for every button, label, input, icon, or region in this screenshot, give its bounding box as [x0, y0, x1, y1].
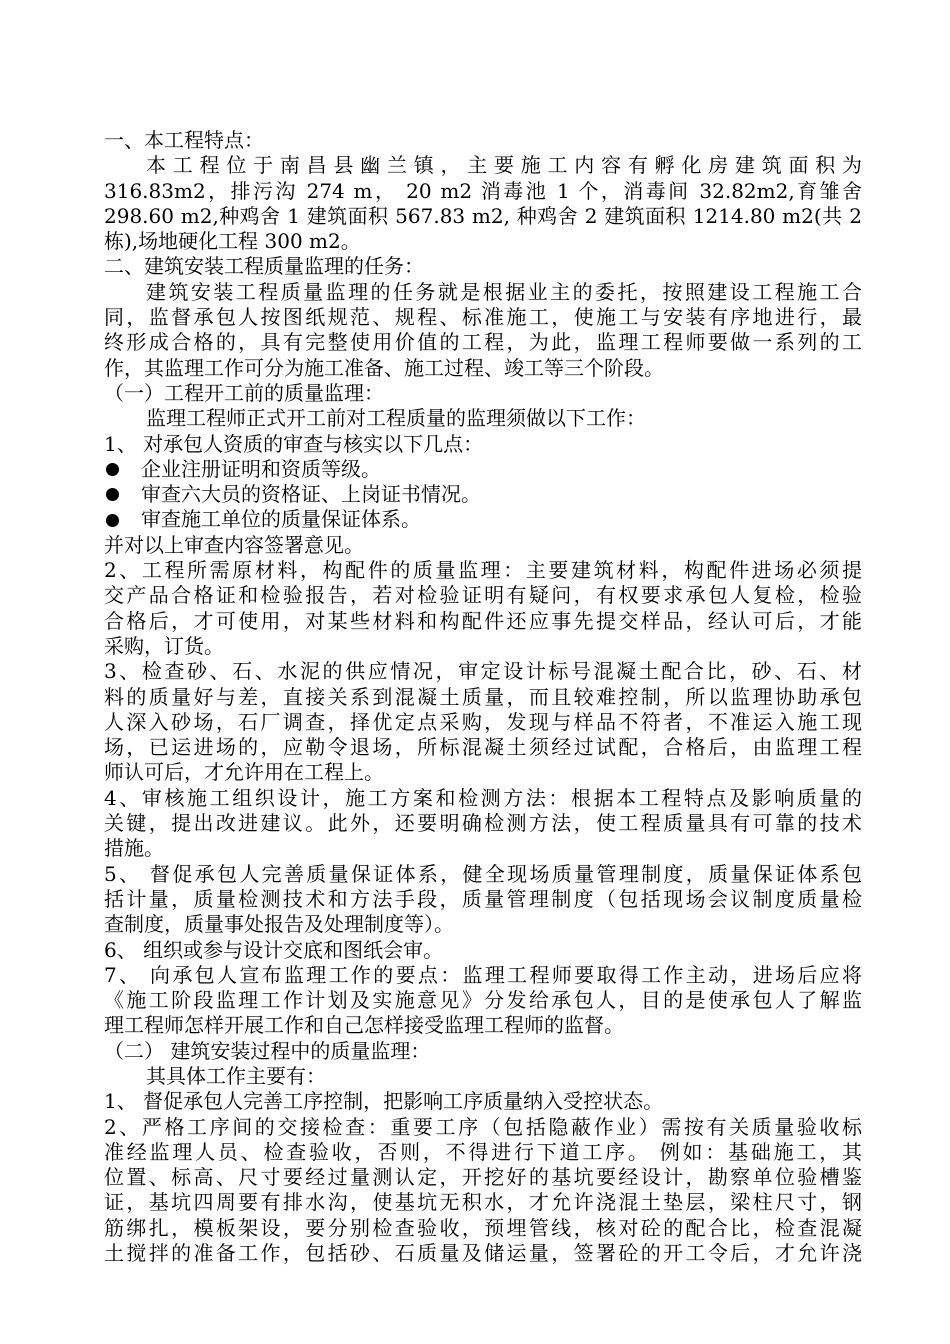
text-line: 其具体工作主要有： — [146, 1063, 326, 1088]
text-line: 4、审核施工组织设计，施工方案和检测方法：根据本工程特点及影响质量的 — [104, 785, 862, 810]
text-line: 场，已运进场的，应勒令退场，所标混凝土须经过试配，合格后，由监理工程 — [104, 735, 862, 760]
bullet-icon — [106, 514, 119, 527]
bullet-icon — [106, 463, 119, 476]
text-line: 1、 督促承包人完善工序控制，把影响工序质量纳入受控状态。 — [104, 1089, 664, 1114]
text-line: 交产品合格证和检验报告，若对检验证明有疑问，有权要求承包人复检，检验 — [104, 583, 862, 608]
bullet-item — [104, 507, 862, 532]
text-line: 采购，订货。 — [104, 633, 224, 658]
text-line: 作，其监理工作可分为施工准备、施工过程、竣工等三个阶段。 — [104, 355, 664, 380]
text-line: 本工程位于南昌县幽兰镇，主要施工内容有孵化房建筑面积为 — [146, 153, 862, 178]
text-line: 2、工程所需原材料，构配件的质量监理：主要建筑材料，构配件进场必须提 — [104, 558, 862, 583]
text-line: 并对以上审查内容签署意见。 — [104, 532, 364, 557]
text-line: 316.83m2，排污沟 274 m， 20 m2 消毒池 1 个，消毒间 32.82m2,育雏舍 — [104, 178, 862, 203]
text-line: 7、 向承包人宣布监理工作的要点：监理工程师要取得工作主动，进场后应将 — [104, 962, 862, 987]
text-line: 合格后，才可使用，对某些材料和构配件还应事先提交样品，经认可后，才能 — [104, 608, 862, 633]
text-line: 监理工程师正式开工前对工程质量的监理须做以下工作： — [146, 406, 646, 431]
text-line: 筋绑扎，模板架设，要分别检查验收，预埋管线，核对砼的配合比，检查混凝 — [104, 1215, 862, 1240]
text-line: 一、本工程特点： — [104, 128, 264, 152]
text-line: 准经监理人员、检查验收，否则，不得进行下道工序。 例如：基础施工，其 — [104, 1139, 862, 1164]
bullet-item — [104, 457, 862, 482]
text-line: 栋),场地硬化工程 300 m2。 — [104, 229, 361, 254]
text-line: 5、 督促承包人完善质量保证体系，健全现场质量管理制度，质量保证体系包 — [104, 861, 862, 886]
bullet-icon — [106, 488, 119, 501]
bullet-text: 审查施工单位的质量保证体系。 — [141, 507, 421, 532]
text-line: 查制度，质量事处报告及处理制度等）。 — [104, 912, 454, 937]
text-line: （一）工程开工前的质量监理： — [104, 380, 384, 405]
text-line: 终形成合格的，具有完整使用价值的工程，为此，监理工程师要做一系列的工 — [104, 330, 862, 355]
bullet-text: 企业注册证明和资质等级。 — [141, 456, 381, 481]
text-line: 关键，提出改进建议。此外，还要明确检测方法，使工程质量具有可靠的技术 — [104, 811, 862, 836]
text-line: 二、建筑安装工程质量监理的任务： — [104, 254, 424, 279]
text-line: 料的质量好与差，直接关系到混凝土质量，而且较难控制，所以监理协助承包 — [104, 684, 862, 709]
text-line: 理工程师怎样开展工作和自己怎样接受监理工程师的监督。 — [104, 1013, 624, 1038]
bullet-text: 审查六大员的资格证、上岗证书情况。 — [141, 482, 481, 507]
text-line: 土搅拌的准备工作，包括砂、石质量及储运量，签署砼的开工令后，才允许浇 — [104, 1241, 862, 1266]
text-line: 建筑安装工程质量监理的任务就是根据业主的委托，按照建设工程施工合 — [146, 279, 862, 304]
text-line: 2、严格工序间的交接检查：重要工序（包括隐蔽作业）需按有关质量验收标 — [104, 1114, 862, 1139]
text-line: 人深入砂场，石厂调查，择优定点采购，发现与样品不符者，不准运入施工现 — [104, 709, 862, 734]
text-line: 措施。 — [104, 836, 164, 861]
text-line: 括计量，质量检测技术和方法手段，质量管理制度（包括现场会议制度质量检 — [104, 886, 862, 911]
text-line: 3、检查砂、石、水泥的供应情况，审定设计标号混凝土配合比，砂、石、材 — [104, 659, 862, 684]
bullet-item — [104, 482, 862, 507]
text-line: （二） 建筑安装过程中的质量监理： — [104, 1038, 431, 1063]
text-line: 位置、标高、尺寸要经过量测认定，开挖好的基坑要经设计，勘察单位验槽鉴 — [104, 1165, 862, 1190]
text-line: 1、 对承包人资质的审查与核实以下几点： — [104, 431, 484, 456]
text-line: 证，基坑四周要有排水沟，使基坑无积水，才允许浇混土垫层，梁柱尺寸，钢 — [104, 1190, 862, 1215]
text-line: 《施工阶段监理工作计划及实施意见》分发给承包人，目的是使承包人了解监 — [104, 988, 862, 1013]
text-line: 同，监督承包人按图纸规范、规程、标准施工，使施工与安装有序地进行，最 — [104, 305, 862, 330]
text-line: 6、 组织或参与设计交底和图纸会审。 — [104, 937, 444, 962]
document-body — [104, 128, 862, 1266]
text-line: 师认可后，才允许用在工程上。 — [104, 760, 384, 785]
text-line: 298.60 m2,种鸡舍 1 建筑面积 567.83 m2, 种鸡舍 2 建筑面积 1214.80 m2(共 2 — [104, 203, 862, 228]
